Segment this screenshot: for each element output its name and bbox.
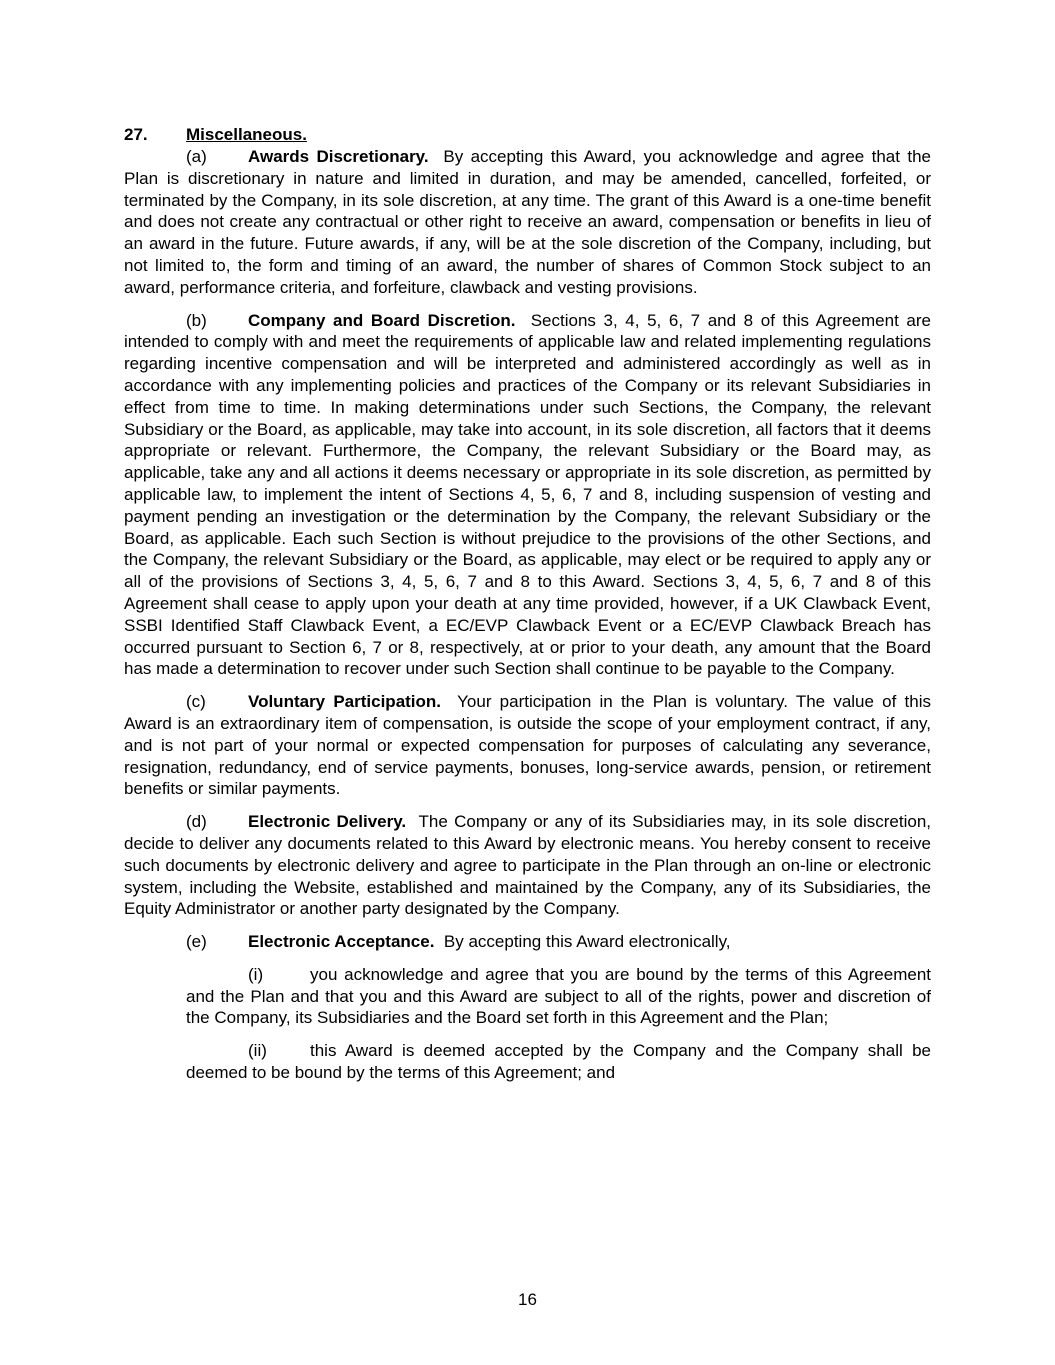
paragraph-heading: Electronic Acceptance. bbox=[248, 932, 435, 952]
paragraph-label: (a) bbox=[186, 147, 207, 166]
paragraph-heading: Electronic Delivery. bbox=[248, 812, 407, 832]
paragraph-label: (d) bbox=[186, 812, 207, 832]
page-number: 16 bbox=[518, 1290, 537, 1309]
paragraph-e bbox=[124, 931, 931, 953]
subparagraph-text: you acknowledge and agree that you are bound by the terms of this Agreement and the Plan and that you and this Award are subject to all of the rights, power and discretion of the Company, its Subsidiaries and the Board set forth in this Agreement and the Plan; bbox=[186, 964, 931, 1028]
paragraph-c bbox=[124, 691, 931, 800]
paragraph-text: By accepting this Award, you acknowledge and agree that the Plan is discretionary in nature and limited in duration, and may be amended, cancelled, forfeited, or terminated by the Company, in its sole discretion, at any time. The grant of this Award is a one-time benefit and does not create any contractual or other right to receive an award, compensation or benefits in lieu of an award in the future. Future awards, if any, will be at the sole discretion of the Company, including, but not limited to, the form and timing of an award, the number of shares of Common Stock subject to an award, performance criteria, and forfeiture, clawback and vesting provisions. bbox=[124, 147, 931, 297]
paragraph-text: The Company or any of its Subsidiaries may, in its sole discretion, decide to deliver any documents related to this Award by electronic means. You hereby consent to receive such documents by electronic delivery and agree to participate in the Plan through an on-line or electronic system, including the Website, established and maintained by the Company, any of its Subsidiaries, the Equity Administrator or another party designated by the Company. bbox=[124, 812, 931, 919]
paragraph-heading: Company and Board Discretion. bbox=[248, 310, 516, 330]
paragraph-a bbox=[124, 146, 931, 299]
section-heading bbox=[124, 124, 931, 146]
subparagraph-text: this Award is deemed accepted by the Company and the Company shall be deemed to be bound by the terms of this Agreement; and bbox=[186, 1041, 931, 1083]
subparagraph-ii bbox=[186, 1040, 931, 1084]
paragraph-label: (c) bbox=[186, 692, 206, 712]
paragraph-d bbox=[124, 811, 931, 920]
subparagraph-label: (ii) bbox=[248, 1041, 267, 1061]
subparagraph-i bbox=[186, 964, 931, 1029]
paragraph-label: (b) bbox=[186, 310, 207, 330]
document-page bbox=[124, 124, 931, 1095]
paragraph-heading: Voluntary Participation. bbox=[248, 692, 442, 712]
paragraph-text: By accepting this Award electronically, bbox=[443, 932, 731, 952]
paragraph-heading: Awards Discretionary. bbox=[248, 147, 429, 166]
paragraph-b bbox=[124, 310, 931, 681]
subparagraph-label: (i) bbox=[248, 964, 264, 984]
section-number: 27. bbox=[124, 125, 148, 144]
paragraph-text: Your participation in the Plan is voluntary. The value of this Award is an extraordinary item of compensation, is outside the scope of your employment contract, if any, and is not part of your normal or expected compensation for purposes of calculating any severance, resignation, redundancy, end of service payments, bonuses, long-service awards, pension, or retirement benefits or similar payments. bbox=[124, 692, 931, 799]
paragraph-label: (e) bbox=[186, 932, 207, 952]
paragraph-text: Sections 3, 4, 5, 6, 7 and 8 of this Agreement are intended to comply with and meet the requirements of applicable law and related implementing regulations regarding incentive compensation and will be interpreted and administered accordingly as well as in accordance with any implementing policies and practices of the Company or its relevant Subsidiaries in effect from time to time. In making determinations under such Sections, the Company, the relevant Subsidiary or the Board, as applicable, may take into account, in its sole discretion, all factors that it deems appropriate or relevant. Furthermore, the Company, the relevant Subsidiary or the Board may, as applicable, take any and all actions it deems necessary or appropriate in its sole discretion, as permitted by applicable law, to implement the intent of Sections 4, 5, 6, 7 and 8, including suspension of vesting and payment pending an investigation or the determination by the Company, the relevant Subsidiary or the Board, as applicable. Each such Section is without prejudice to the provisions of the other Sections, and the Company, the relevant Subsidiary or the Board, as applicable, may elect or be required to apply any or all of the provisions of Sections 3, 4, 5, 6, 7 and 8 to this Award. Sections 3, 4, 5, 6, 7 and 8 of this Agreement shall cease to apply upon your death at any time provided, however, if a UK Clawback Event, SSBI Identified Staff Clawback Event, a EC/EVP Clawback Event or a EC/EVP Clawback Breach has occurred pursuant to Section 6, 7 or 8, respectively, at or prior to your death, any amount that the Board has made a determination to recover under such Section shall continue to be payable to the Company. bbox=[124, 310, 931, 679]
section-title: Miscellaneous. bbox=[186, 125, 307, 144]
